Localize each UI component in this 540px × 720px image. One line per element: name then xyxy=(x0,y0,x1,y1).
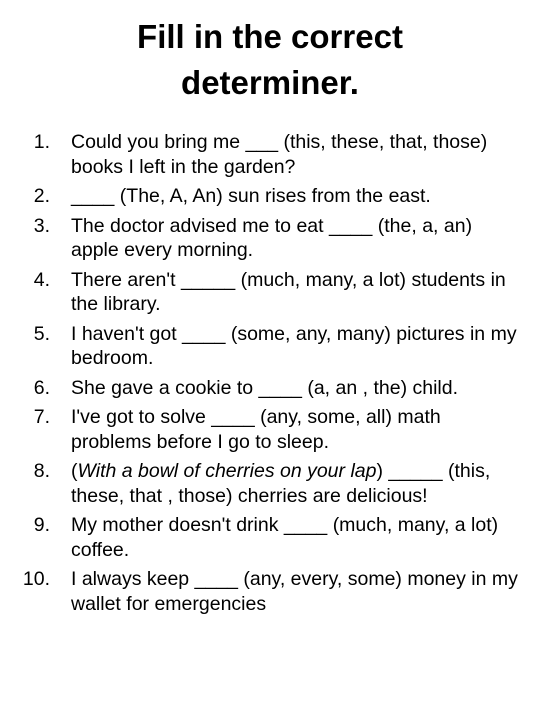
question-number: 7. xyxy=(33,406,50,428)
question-text: ____ (The, A, An) sun rises from the east. xyxy=(71,185,431,207)
question-number: 5. xyxy=(33,322,50,345)
question-text: I've got to solve ____ (any, some, all) math problems before I go to sleep. xyxy=(71,406,441,453)
question-number: 3. xyxy=(33,214,50,237)
title-line-2: determiner. xyxy=(181,64,359,101)
question-text-rest: ) _____ (this, these, that , those) cherries are delicious! xyxy=(71,460,491,507)
question-number: 4. xyxy=(33,268,50,291)
question-text: I haven't got ____ (some, any, many) pictures in my bedroom. xyxy=(71,322,517,369)
question-number: 10. xyxy=(22,568,50,590)
title-line-1: Fill in the correct xyxy=(137,18,403,55)
question-list xyxy=(0,130,540,621)
question-item-5 xyxy=(0,322,540,371)
page-title xyxy=(0,14,540,106)
question-number: 8. xyxy=(33,460,50,482)
question-item-1 xyxy=(0,130,540,179)
question-item-3 xyxy=(0,214,540,263)
question-item-8 xyxy=(0,459,540,508)
question-italic-context: With a bowl of cherries on your lap xyxy=(77,460,377,482)
question-text: Could you bring me ___ (this, these, that, those) books I left in the garden? xyxy=(71,131,488,178)
question-number: 2. xyxy=(33,185,50,207)
question-number: 9. xyxy=(33,514,50,536)
question-text xyxy=(71,460,490,507)
question-text: There aren't _____ (much, many, a lot) students in the library. xyxy=(71,268,506,315)
question-number: 6. xyxy=(33,376,50,399)
question-item-10 xyxy=(0,567,540,616)
question-text: My mother doesn't drink ____ (much, many, a lot) coffee. xyxy=(71,514,499,561)
question-text: She gave a cookie to ____ (a, an , the) child. xyxy=(71,376,459,399)
question-text: The doctor advised me to eat ____ (the, a, an) apple every morning. xyxy=(71,214,473,261)
question-item-7 xyxy=(0,405,540,454)
question-text: I always keep ____ (any, every, some) money in my wallet for emergencies xyxy=(71,568,518,615)
question-item-4 xyxy=(0,268,540,317)
question-item-9 xyxy=(0,513,540,562)
question-item-2 xyxy=(0,184,540,209)
question-item-6 xyxy=(0,376,540,401)
question-number: 1. xyxy=(33,131,50,153)
question-open-paren: ( xyxy=(71,460,78,482)
